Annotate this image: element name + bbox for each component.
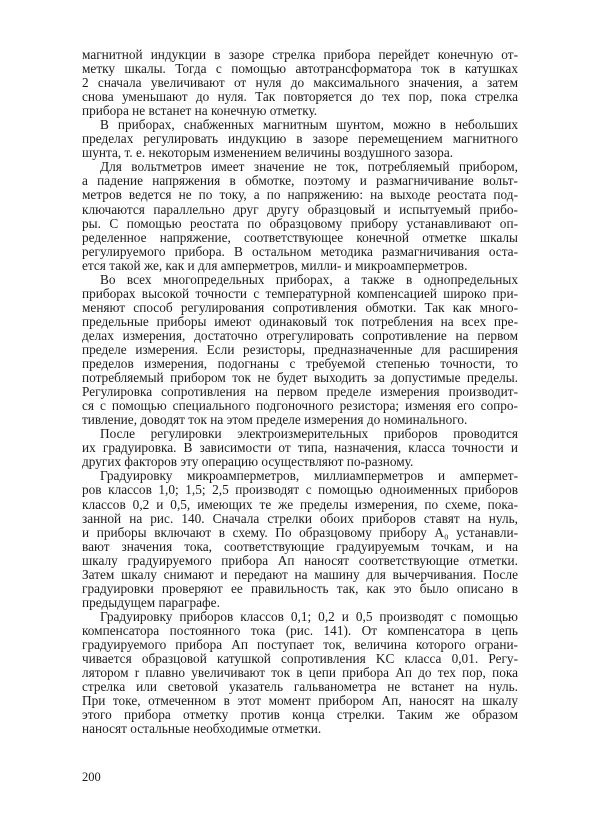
text-line: ся с помощью специального подгоночного резистора; изменяя его сопро- bbox=[82, 398, 518, 414]
text-line: стрелка или световой указатель гальванометра не встанет на нуль. bbox=[82, 679, 518, 695]
text-line: предыдущем параграфе. bbox=[82, 594, 220, 610]
text-line: После регулировки электроизмерительных приборов проводится bbox=[100, 426, 518, 442]
text-line: предельные приборы имеют одинаковый ток потребления на всех пре- bbox=[82, 313, 518, 329]
text-line: занной на рис. 140. Сначала стрелки обоих приборов ставят на нуль, bbox=[82, 510, 518, 526]
text-line: шунта, т. е. некоторым изменением величины воздушного зазора. bbox=[82, 145, 454, 161]
text-line: В приборах, снабженных магнитным шунтом, можно в небольших bbox=[100, 117, 518, 133]
paragraph bbox=[82, 118, 518, 160]
text-line: метров ведется не по току, а по напряжению: на выходе реостата под- bbox=[82, 187, 518, 203]
text-line: 2 сначала увеличивают от нуля до максимального значения, а затем bbox=[82, 75, 518, 91]
text-line: Регулировка сопротивления на первом пределе измерения производит- bbox=[82, 384, 518, 400]
text-line: Для вольтметров имеет значение не ток, потребляемый прибором, bbox=[100, 159, 518, 175]
text-line: снова уменьшают до нуля. Так повторяется до тех пор, пока стрелка bbox=[82, 89, 518, 105]
text-line: Затем шкалу снимают и передают на машину для вычерчивания. После bbox=[82, 566, 518, 582]
text-line: их градуировка. В зависимости от типа, назначения, класса точности и bbox=[82, 440, 518, 456]
text-line: прибора не встанет на конечную отметку. bbox=[82, 103, 318, 119]
paragraph bbox=[82, 610, 518, 736]
text-line: делах измерения, достаточно отрегулировать сопротивление на первом bbox=[82, 327, 518, 343]
paragraph bbox=[82, 469, 518, 609]
text-line: метку шкалы. Тогда с помощью автотрансформатора ток в катушках bbox=[82, 61, 518, 77]
text-line: а падение напряжения в обмотке, поэтому и размагничивание вольт- bbox=[82, 173, 518, 189]
paragraph bbox=[82, 160, 518, 272]
text-line: других факторов эту операцию осуществляют по-разному. bbox=[82, 454, 414, 470]
text-line: ров классов 1,0; 1,5; 2,5 производят с помощью одноименных приборов bbox=[82, 482, 518, 498]
text-line: классов 0,2 и 0,5, имеющих те же пределы измерения, по схеме, пока- bbox=[82, 496, 518, 512]
paragraph bbox=[82, 427, 518, 469]
text-line: ключаются параллельно друг другу образцовый и испытуемый прибо- bbox=[82, 201, 518, 217]
text-line: пределе измерения. Если резисторы, предназначенные для расширения bbox=[82, 341, 518, 357]
text-line: магнитной индукции в зазоре стрелка прибора перейдет конечную от- bbox=[82, 47, 518, 62]
text-line: Градуировку микроамперметров, миллиамперметров и ампермет- bbox=[100, 468, 518, 484]
text-line: чивается образцовой катушкой сопротивления KC класса 0,01. Регу- bbox=[82, 651, 518, 667]
text-line: ется такой же, как и для амперметров, милли- и микроамперметров. bbox=[82, 257, 468, 273]
text-line: Градуировку приборов классов 0,1; 0,2 и 0,5 производят с помощью bbox=[100, 608, 518, 624]
paragraph bbox=[82, 48, 518, 118]
text-line: ры. С помощью реостата по образцовому прибору устанавливают оп- bbox=[82, 215, 518, 231]
text-line: лятором r плавно увеличивают ток в цепи прибора Aп до тех пор, пока bbox=[82, 665, 518, 681]
text-line: приборах высокой точности с температурной компенсацией широко при- bbox=[82, 285, 518, 301]
text-line: тивление, доводят ток на этом пределе измерения до номинального. bbox=[82, 412, 468, 428]
text-line: регулируемого прибора. В остальном методика размагничивания оста- bbox=[82, 243, 518, 259]
text-line: Во всех многопредельных приборах, а также в однопредельных bbox=[100, 271, 518, 287]
text-line: градуировки проверяют ее правильность так, как это было описано в bbox=[82, 580, 518, 596]
text-line: градуируемого прибора Aп поступает ток, величина которого ограни- bbox=[82, 636, 518, 652]
page-number: 200 bbox=[82, 770, 101, 784]
text-line: и приборы включают в схему. По образцовому прибору A₀ устанавли- bbox=[82, 524, 518, 540]
text-line: вают значения тока, соответствующие градуируемым точкам, и на bbox=[82, 538, 518, 554]
text-line: При токе, отмеченном в этот момент прибором Aп, наносят на шкалу bbox=[82, 693, 518, 709]
text-line: этого прибора отметку против конца стрелки. Таким же образом bbox=[82, 707, 518, 723]
page-body bbox=[82, 48, 518, 736]
text-line: пределов измерения, подогнаны с требуемой степенью точности, то bbox=[82, 356, 518, 372]
text-line: шкалу градуируемого прибора Aп наносят соответствующие отметки. bbox=[82, 552, 518, 568]
text-line: потребляемый прибором ток не будет выходить за допустимые пределы. bbox=[82, 370, 518, 386]
text-line: компенсатора постоянного тока (рис. 141). От компенсатора в цепь bbox=[82, 622, 518, 638]
text-line: меняют способ регулирования сопротивления обмотки. Так как много- bbox=[82, 299, 518, 315]
text-line: пределах регулировать индукцию в зазоре перемещением магнитного bbox=[82, 131, 518, 147]
text-line: наносят остальные необходимые отметки. bbox=[82, 721, 322, 737]
text-line: ределенное напряжение, соответствующее конечной отметке шкалы bbox=[82, 229, 518, 245]
paragraph bbox=[82, 273, 518, 428]
